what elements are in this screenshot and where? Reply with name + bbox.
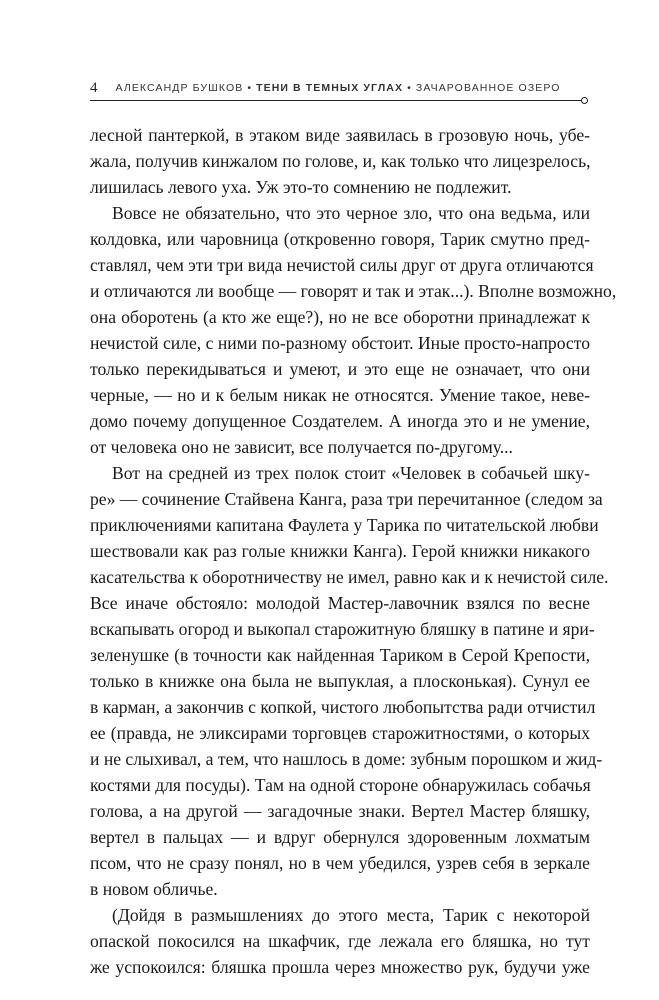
text-line: (Дойдя в размышлениях до этого места, Тарик с некоторой	[112, 905, 590, 925]
header-rule	[90, 100, 582, 101]
text-line: только в книжке она была не выпуклая, а плосконькая). Сунул ее	[90, 671, 590, 691]
text-line: ее (правда, не эликсирами торговцев старожитностями, о которых	[90, 723, 590, 743]
text-line: от человека оно не зависит, все получается по-другому...	[90, 437, 513, 457]
text-line: опаской покосился на шкафчик, где лежала его бляшка, но тут	[90, 931, 590, 951]
text-line: вертел в пальцах — и вдруг обернулся здоровенным лохматым	[90, 827, 590, 847]
text-line: в новом обличье.	[90, 879, 218, 899]
text-line: приключениями капитана Фаулета у Тарика по читательской любви	[90, 515, 599, 535]
header-separator-2: •	[407, 82, 412, 94]
header-separator-1: •	[247, 82, 253, 94]
header-series-title: ТЕНИ В ТЕМНЫХ УГЛАХ	[256, 82, 404, 94]
header-book-title: ЗАЧАРОВАННОЕ ОЗЕРО	[415, 82, 561, 94]
text-line: нечистой силе, с ними по-разному обстоит. Иные просто-напросто	[90, 333, 590, 353]
text-line: лишилась левого уха. Уж это-то сомнению не подлежит.	[90, 177, 512, 197]
text-line: вскапывать огород и выкопал старожитную бляшку в патине и яри-	[90, 619, 595, 639]
page-number: 4	[90, 79, 98, 96]
text-line: шествовали как раз голые книжки Канга). Герой книжки никакого	[90, 541, 590, 561]
text-line: домо почему допущенное Создателем. А иногда это и не умение,	[90, 411, 590, 431]
text-line: костями для посуды). Там на одной стороне обнаружилась собачья	[90, 775, 591, 795]
text-line: ставлял, чем эти три вида нечистой силы друг от друга отличаются	[90, 255, 594, 275]
text-line: Вот на средней из трех полок стоит «Человек в собачьей шку-	[112, 463, 590, 483]
text-line: же успокоился: бляшка прошла через множество рук, будучи уже	[90, 957, 590, 977]
text-line: псом, что не сразу понял, но в чем убедился, узрев себя в зеркале	[90, 853, 590, 873]
running-header	[90, 78, 590, 98]
text-line: зеленушке (в точности как найденная Тариком в Серой Крепости,	[90, 645, 590, 665]
text-line: и не слыхивал, а тем, что нашлось в доме: зубным порошком и жид-	[90, 749, 603, 769]
header-author: АЛЕКСАНДР БУШКОВ	[115, 82, 244, 94]
text-line: только перекидываться и умеют, и это еще не означает, что они	[90, 359, 590, 379]
text-line: Все иначе обстояло: молодой Мастер-лавочник взялся по весне	[90, 593, 590, 613]
text-line: жала, получив кинжалом по голове, и, как только что лицезрелось,	[90, 151, 591, 171]
text-line: колдовка, или чаровница (откровенно говоря, Тарик смутно пред-	[90, 229, 590, 249]
text-line: ре» — сочинение Стайвена Канга, раза три перечитанное (следом за	[90, 489, 603, 509]
header-rule-ornament	[581, 97, 588, 104]
text-line: в карман, а закончив с копкой, чистого любопытства ради отчистил	[90, 697, 596, 717]
text-line: и отличаются ли вообще — говорят и так и этак...). Вполне возможно,	[90, 281, 617, 301]
body-text	[90, 122, 617, 980]
text-line: касательства к оборотничеству не имел, равно как и к нечистой силе.	[90, 567, 609, 587]
text-line: черные, — но и к белым никак не относятся. Умение такое, неве-	[90, 385, 590, 405]
text-line: Вовсе не обязательно, что это черное зло, что она ведьма, или	[112, 203, 590, 223]
text-line: лесной пантеркой, в этаком виде заявилась в грозовую ночь, убе-	[90, 125, 590, 145]
text-line: голова, а на другой — загадочные знаки. Вертел Мастер бляшку,	[90, 801, 590, 821]
text-line: она оборотень (а кто же еще?), но не все оборотни принадлежат к	[90, 307, 590, 327]
